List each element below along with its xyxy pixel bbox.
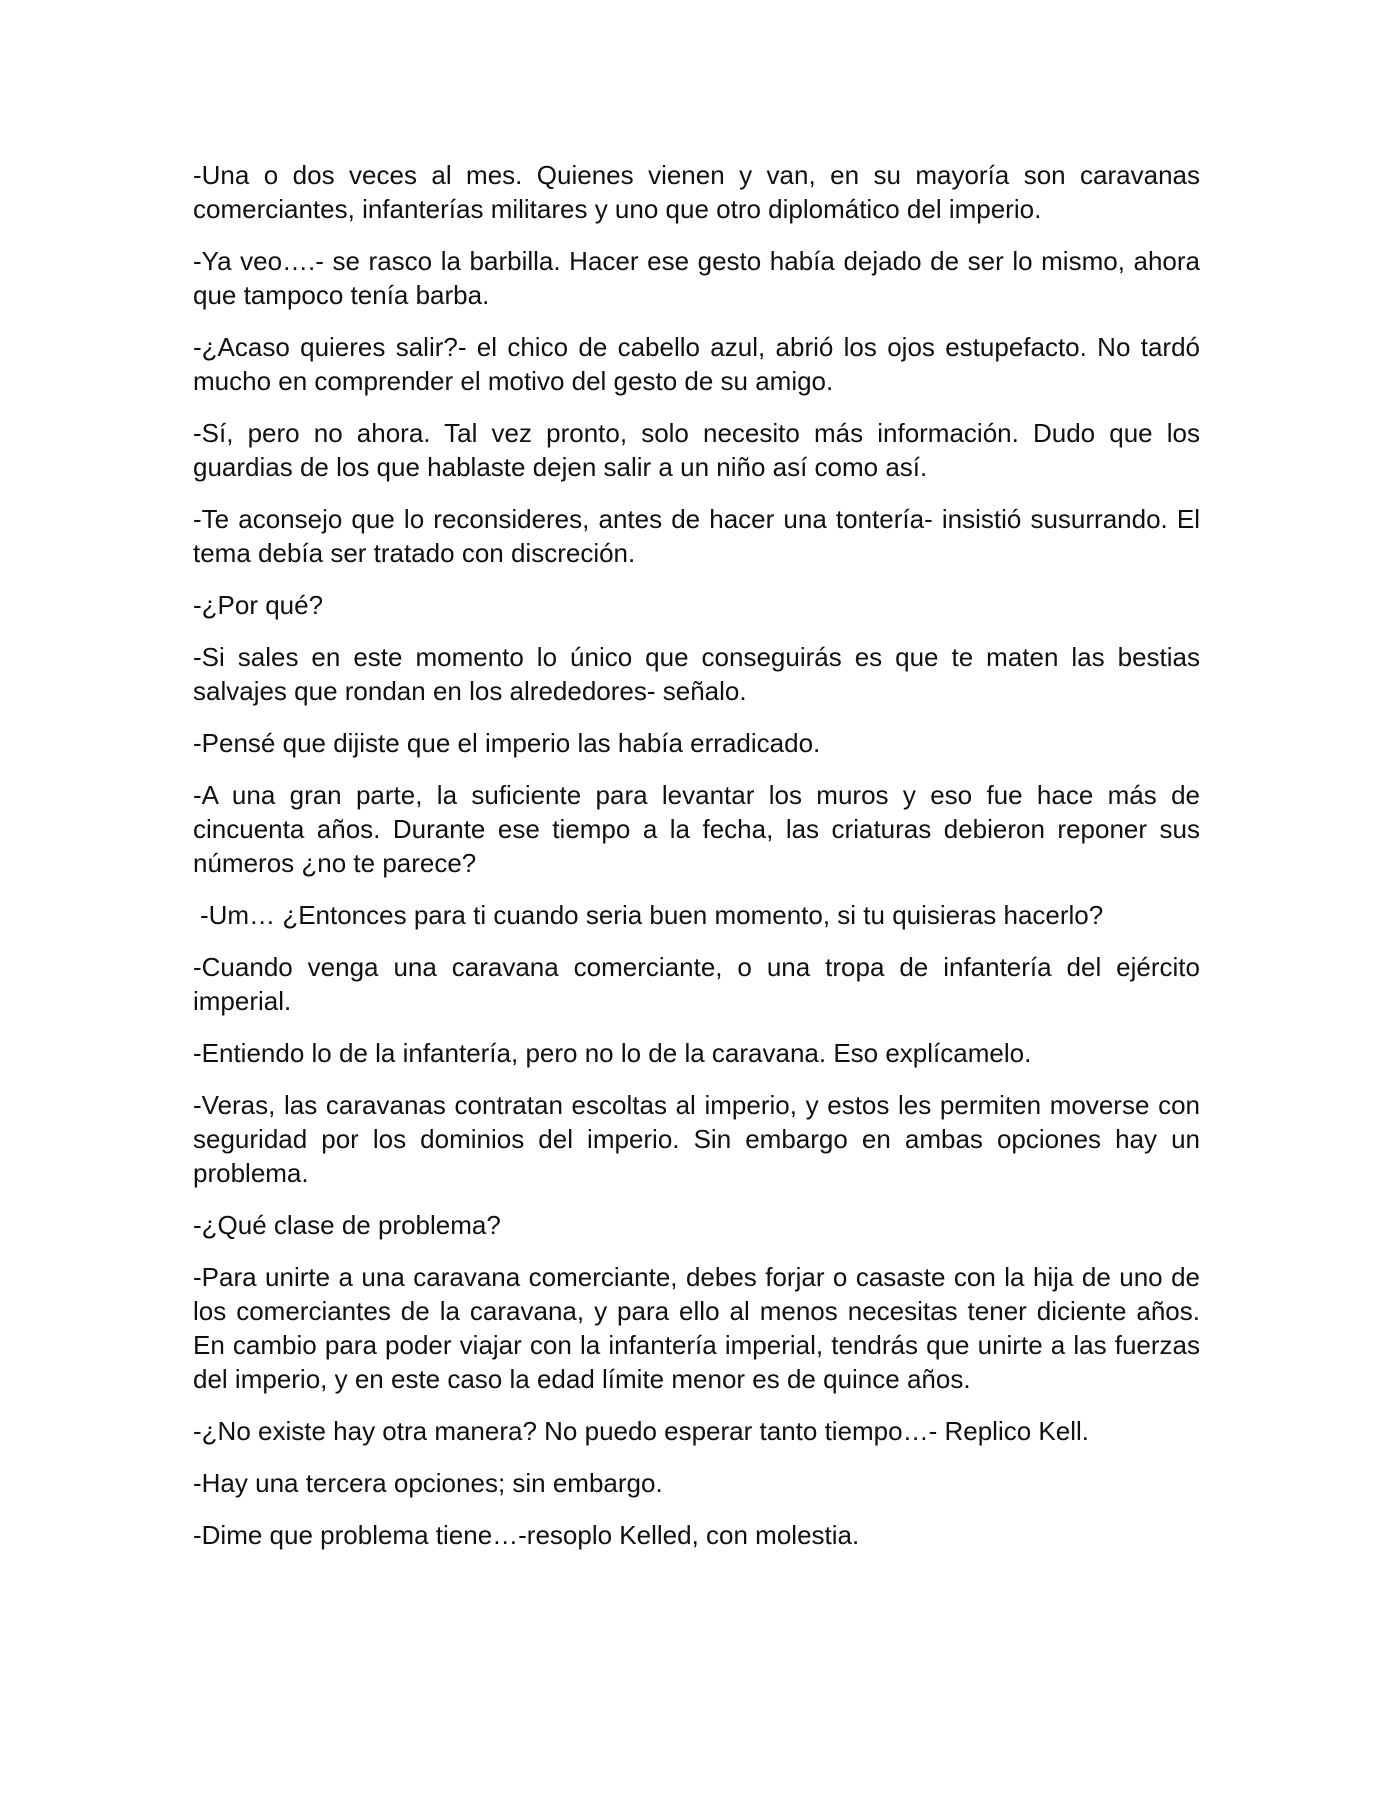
paragraph: -Veras, las caravanas contratan escoltas al imperio, y estos les permiten moverse con seguridad por los dominios del imperio. Sin embargo en ambas opciones hay un problema. (193, 1090, 1200, 1188)
paragraph: -¿No existe hay otra manera? No puedo esperar tanto tiempo…- Replico Kell. (193, 1416, 1089, 1446)
paragraph: -¿Acaso quieres salir?- el chico de cabello azul, abrió los ojos estupefacto. No tardó mucho en comprender el motivo del gesto de su amigo. (193, 332, 1200, 396)
paragraph: -Hay una tercera opciones; sin embargo. (193, 1468, 663, 1498)
paragraph: -Dime que problema tiene…-resoplo Kelled, con molestia. (193, 1520, 860, 1550)
document-body (193, 158, 1200, 1570)
paragraph: -Um… ¿Entonces para ti cuando seria buen momento, si tu quisieras hacerlo? (200, 900, 1104, 930)
paragraph: -Te aconsejo que lo reconsideres, antes de hacer una tontería- insistió susurrando. El tema debía ser tratado con discreción. (193, 504, 1200, 568)
paragraph: -Una o dos veces al mes. Quienes vienen y van, en su mayoría son caravanas comerciantes, infanterías militares y uno que otro diplomático del imperio. (193, 160, 1200, 224)
paragraph: -Para unirte a una caravana comerciante, debes forjar o casaste con la hija de uno de los comerciantes de la caravana, y para ello al menos necesitas tener diciente años. En cambio para poder viajar con la infantería imperial, tendrás que unirte a las fuerzas del imperio, y en este caso la edad límite menor es de quince años. (193, 1262, 1200, 1394)
paragraph: -Sí, pero no ahora. Tal vez pronto, solo necesito más información. Dudo que los guardias de los que hablaste dejen salir a un niño así como así. (193, 418, 1200, 482)
paragraph: -Entiendo lo de la infantería, pero no lo de la caravana. Eso explícamelo. (193, 1038, 1032, 1068)
paragraph: -Pensé que dijiste que el imperio las había erradicado. (193, 728, 821, 758)
paragraph: -A una gran parte, la suficiente para levantar los muros y eso fue hace más de cincuenta años. Durante ese tiempo a la fecha, las criaturas debieron reponer sus números ¿no te parece? (193, 780, 1200, 878)
paragraph: -¿Qué clase de problema? (193, 1210, 501, 1240)
paragraph: -Ya veo….- se rasco la barbilla. Hacer ese gesto había dejado de ser lo mismo, ahora que tampoco tenía barba. (193, 246, 1200, 310)
paragraph: -Si sales en este momento lo único que conseguirás es que te maten las bestias salvajes que rondan en los alrededores- señalo. (193, 642, 1200, 706)
paragraph: -Cuando venga una caravana comerciante, o una tropa de infantería del ejército imperial. (193, 952, 1200, 1016)
paragraph: -¿Por qué? (193, 590, 324, 620)
